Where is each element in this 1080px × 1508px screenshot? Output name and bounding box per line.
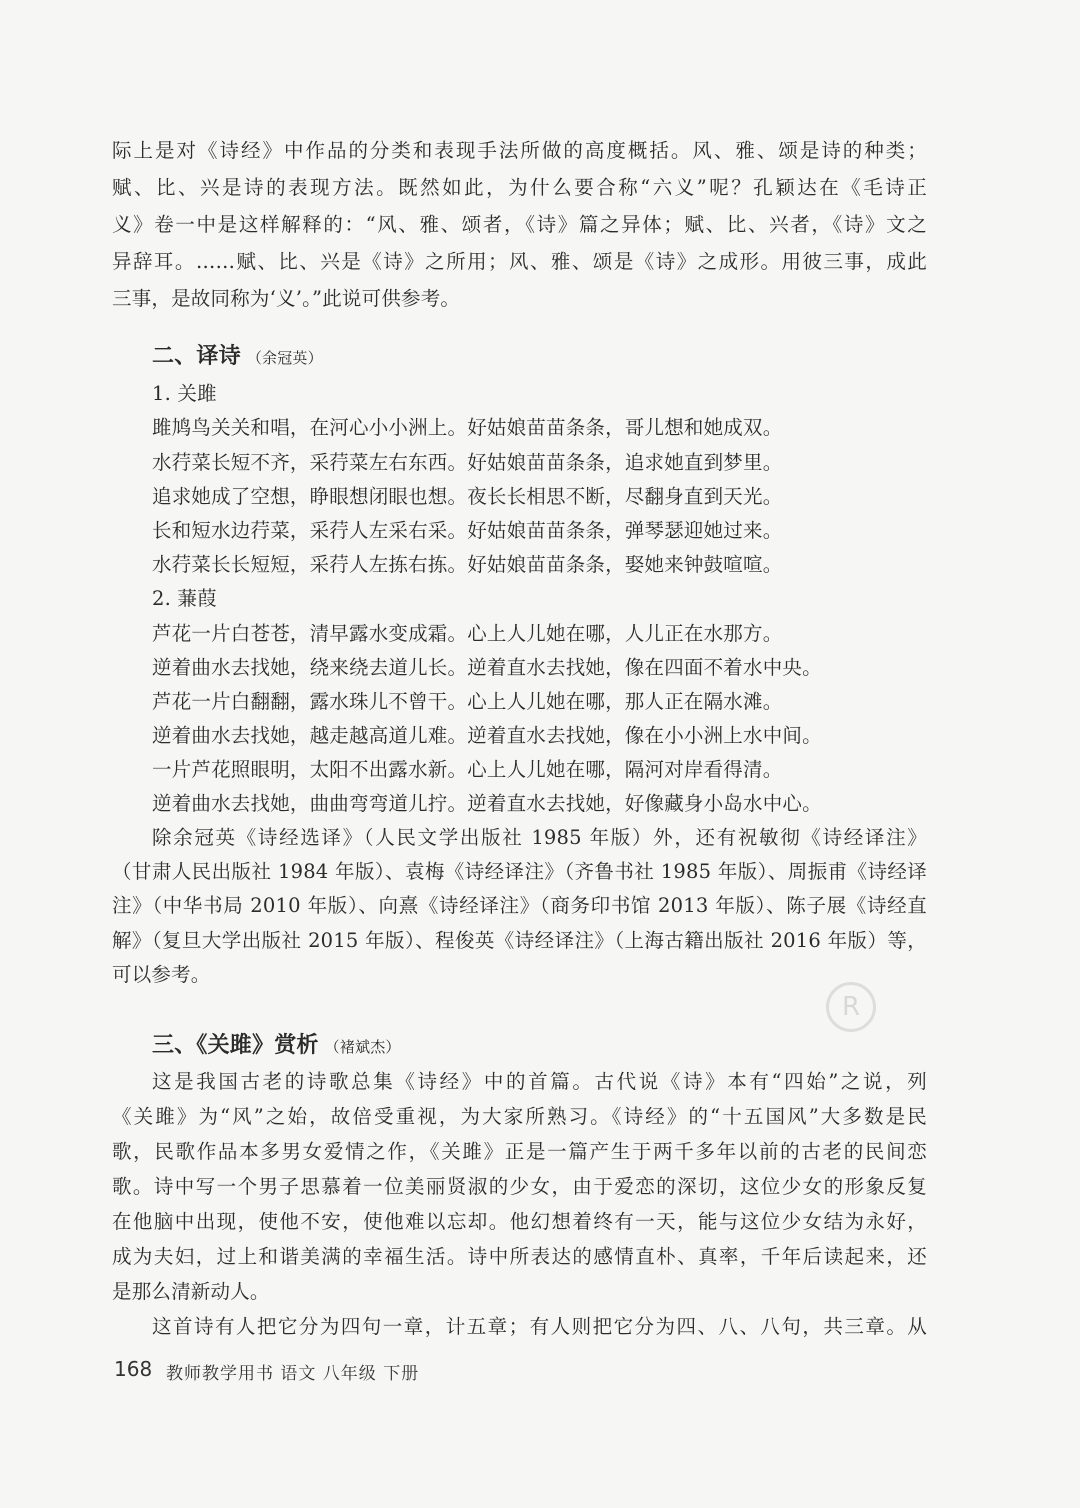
poem-line: 水荇菜长短不齐，采荇菜左右东西。好姑娘苗苗条条，追求她直到梦里。	[152, 451, 783, 474]
paragraph-line: 成为夫妇，过上和谐美满的幸福生活。诗中所表达的感情直朴、真率，千年后读起来，还	[112, 1245, 927, 1268]
section-heading	[152, 343, 323, 371]
registered-mark-icon: R	[826, 982, 876, 1032]
poem-line: 芦花一片白苍苍，清早露水变成霜。心上人儿她在哪，人儿正在水那方。	[152, 622, 783, 645]
poem-line: 长和短水边荇菜，采荇人左采右采。好姑娘苗苗条条，弹琴瑟迎她过来。	[152, 519, 783, 542]
paragraph-line: 是那么清新动人。	[112, 1280, 270, 1303]
paragraph-line: 歌，民歌作品本多男女爱情之作，《关雎》正是一篇产生于两千多年以前的古老的民间恋	[112, 1140, 927, 1163]
poem-line: 追求她成了空想，睁眼想闭眼也想。夜长长相思不断，尽翻身直到天光。	[152, 485, 783, 508]
note-line: 除余冠英《诗经选译》（人民文学出版社 1985 年版）外，还有祝敏彻《诗经译注》	[152, 826, 927, 849]
poem-line: 一片芦花照眼明，太阳不出露水新。心上人儿她在哪，隔河对岸看得清。	[152, 758, 783, 781]
note-line: （甘肃人民出版社 1984 年版）、袁梅《诗经译注》（齐鲁书社 1985 年版）、周振甫《诗经译	[112, 860, 927, 883]
poem-line: 逆着曲水去找她，绕来绕去道儿长。逆着直水去找她，像在四面不着水中央。	[152, 656, 822, 679]
poem-line: 雎鸠鸟关关和唱，在河心小小洲上。好姑娘苗苗条条，哥儿想和她成双。	[152, 416, 783, 439]
paragraph-line: 这首诗有人把它分为四句一章，计五章；有人则把它分为四、八、八句，共三章。从	[152, 1315, 927, 1338]
poem-line: 芦花一片白翻翻，露水珠儿不曾干。心上人儿她在哪，那人正在隔水滩。	[152, 690, 783, 713]
section-heading-author: （余冠英）	[246, 349, 323, 367]
poem-line: 逆着曲水去找她，曲曲弯弯道儿拧。逆着直水去找她，好像藏身小岛水中心。	[152, 792, 822, 815]
intro-line: 际上是对《诗经》中作品的分类和表现手法所做的高度概括。风、雅、颂是诗的种类；	[112, 139, 927, 162]
poem-line: 逆着曲水去找她，越走越高道儿难。逆着直水去找她，像在小小洲上水中间。	[152, 724, 822, 747]
book-title: 教师教学用书 语文 八年级 下册	[166, 1364, 420, 1384]
section-heading-author: （褚斌杰）	[324, 1038, 401, 1056]
poem-line: 水荇菜长长短短，采荇人左拣右拣。好姑娘苗苗条条，娶她来钟鼓喧喧。	[152, 553, 783, 576]
paragraph-line: 在他脑中出现，使他不安，使他难以忘却。他幻想着终有一天，能与这位少女结为永好，	[112, 1210, 927, 1233]
note-line: 可以参考。	[112, 963, 211, 986]
intro-line: 三事，是故同称为‘义’。”此说可供参考。	[112, 287, 461, 310]
page-number: 168	[114, 1357, 153, 1381]
intro-line: 义》卷一中是这样解释的：“风、雅、颂者，《诗》篇之异体；赋、比、兴者，《诗》文之	[112, 213, 927, 236]
paragraph-line: 《关雎》为“风”之始，故倍受重视，为大家所熟习。《诗经》的“十五国风”大多数是民	[112, 1105, 927, 1128]
intro-line: 赋、比、兴是诗的表现方法。既然如此，为什么要合称“六义”呢？孔颖达在《毛诗正	[112, 176, 927, 199]
poem-title: 2. 蒹葭	[152, 587, 217, 610]
section-heading-title: 二、译诗	[152, 343, 241, 369]
section-heading-title: 三、《关雎》赏析	[152, 1032, 319, 1058]
poem-title: 1. 关雎	[152, 382, 217, 405]
note-line: 注》（中华书局 2010 年版）、向熹《诗经译注》（商务印书馆 2013 年版）、陈子展《诗经直	[112, 894, 927, 917]
watermark	[560, 960, 860, 1070]
paragraph-line: 歌。诗中写一个男子思慕着一位美丽贤淑的少女，由于爱恋的深切，这位少女的形象反复	[112, 1175, 927, 1198]
paragraph-line: 这是我国古老的诗歌总集《诗经》中的首篇。古代说《诗》本有“四始”之说，列	[152, 1070, 927, 1093]
intro-line: 异辞耳。……赋、比、兴是《诗》之所用；风、雅、颂是《诗》之成形。用彼三事，成此	[112, 250, 927, 273]
note-line: 解》（复旦大学出版社 2015 年版）、程俊英《诗经译注》（上海古籍出版社 2016 年版）等，	[112, 929, 927, 952]
section-heading	[152, 1032, 401, 1060]
